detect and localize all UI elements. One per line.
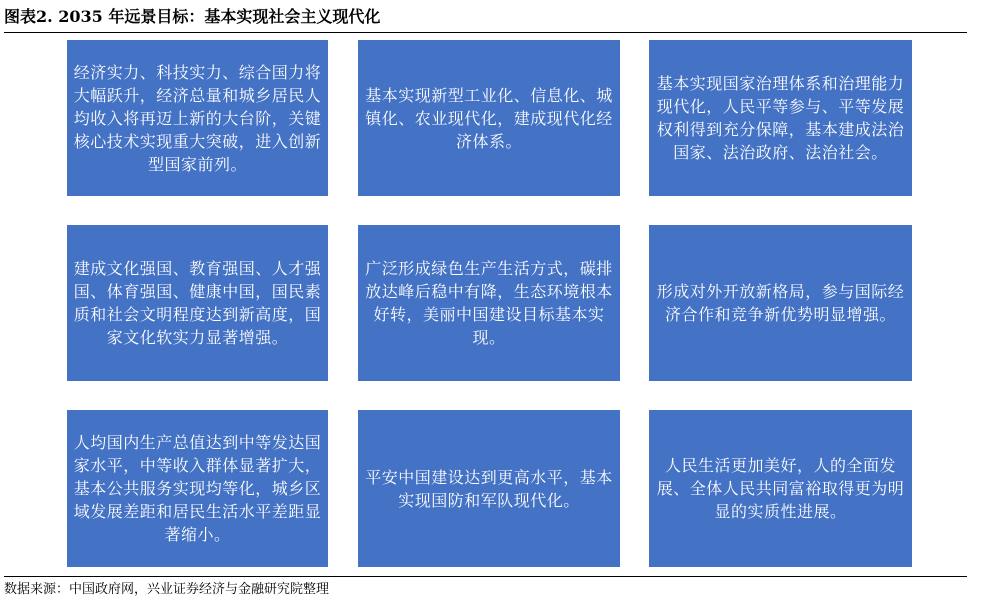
goal-box-culture xyxy=(67,225,328,381)
goal-text: 建成文化强国、教育强国、人才强国、体育强国、健康中国，国民素质和社会文明程度达到新高度，国家文化软实力显著增强。 xyxy=(73,259,322,347)
goal-box-opening-up xyxy=(649,225,912,381)
goal-box-industrialization xyxy=(358,40,620,196)
goal-text: 经济实力、科技实力、综合国力将大幅跃升，经济总量和城乡居民人均收入将再迈上新的大台阶，关键核心技术实现重大突破，进入创新型国家前列。 xyxy=(73,62,322,174)
goal-text: 人均国内生产总值达到中等发达国家水平，中等收入群体显著扩大，基本公共服务实现均等化，城乡区域发展差距和居民生活水平差距显著缩小。 xyxy=(73,433,322,544)
goal-box-income xyxy=(67,410,328,567)
figure-title: 图表2. 2035 年远景目标：基本实现社会主义现代化 xyxy=(4,7,381,26)
goal-box-security xyxy=(358,410,620,567)
goal-text: 基本实现新型工业化、信息化、城镇化、农业现代化，建成现代化经济体系。 xyxy=(365,85,613,151)
goal-box-economy xyxy=(67,40,328,196)
goal-box-governance xyxy=(649,40,912,196)
goal-text: 平安中国建设达到更高水平，基本实现国防和军队现代化。 xyxy=(365,467,613,510)
bottom-rule xyxy=(4,576,967,577)
goal-text: 人民生活更加美好，人的全面发展、全体人民共同富裕取得更为明显的实质性进展。 xyxy=(656,456,905,521)
goal-text: 形成对外开放新格局，参与国际经济合作和竞争新优势明显增强。 xyxy=(656,282,905,324)
goal-box-livelihood xyxy=(649,410,912,567)
goal-text: 基本实现国家治理体系和治理能力现代化，人民平等参与、平等发展权利得到充分保障，基本建成法治国家、法治政府、法治社会。 xyxy=(656,74,905,162)
goal-box-ecology xyxy=(358,225,620,381)
source-note: 数据来源：中国政府网，兴业证券经济与金融研究院整理 xyxy=(4,582,330,597)
goal-text: 广泛形成绿色生产生活方式，碳排放达峰后稳中有降，生态环境根本好转，美丽中国建设目标基本实现。 xyxy=(365,259,613,347)
